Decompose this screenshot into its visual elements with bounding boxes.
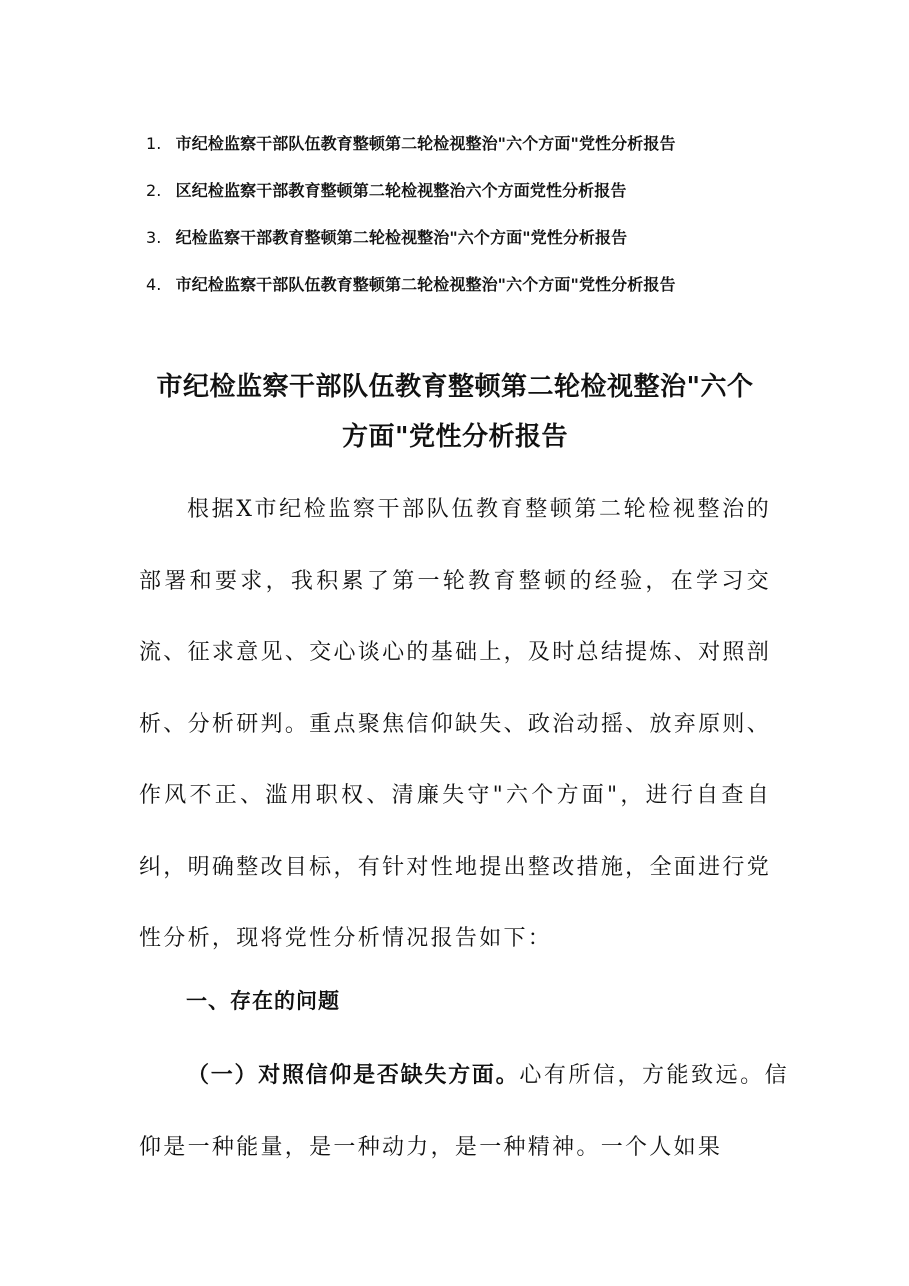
toc-item-2[interactable]	[146, 179, 866, 226]
toc-item-text: 市纪检监察干部队伍教育整顿第二轮检视整治"六个方面"党性分析报告	[175, 134, 676, 153]
subsection-paragraph	[139, 1040, 789, 1183]
table-of-contents	[146, 132, 866, 320]
toc-item-number: 1.	[146, 134, 162, 153]
subsection-heading: （一）对照信仰是否缺失方面。	[187, 1063, 520, 1088]
section-heading: 一、存在的问题	[186, 989, 340, 1013]
document-title-line-1: 市纪检监察干部队伍教育整顿第二轮检视整治"六个	[156, 372, 754, 402]
toc-item-number: 4.	[146, 275, 162, 294]
document-title-line-2: 方面"党性分析报告	[341, 422, 569, 452]
toc-item-text: 区纪检监察干部教育整顿第二轮检视整治六个方面党性分析报告	[175, 181, 627, 200]
toc-item-number: 2.	[146, 181, 162, 200]
intro-paragraph: 根据X市纪检监察干部队伍教育整顿第二轮检视整治的部署和要求，我积累了第一轮教育整顿的经验，在学习交流、征求意见、交心谈心的基础上，及时总结提炼、对照剖析、分析研判。重点聚焦信仰缺失、政治动摇、放弃原则、作风不正、滥用职权、清廉失守"六个方面"，进行自查自纠，明确整改目标，有针对性地提出整改措施，全面进行党性分析，现将党性分析情况报告如下：	[139, 497, 771, 951]
toc-item-1[interactable]	[146, 132, 866, 179]
document-title	[110, 362, 800, 462]
toc-item-number: 3.	[146, 228, 162, 247]
toc-item-3[interactable]	[146, 226, 866, 273]
toc-item-text: 市纪检监察干部队伍教育整顿第二轮检视整治"六个方面"党性分析报告	[175, 275, 676, 294]
toc-item-text: 纪检监察干部教育整顿第二轮检视整治"六个方面"党性分析报告	[175, 228, 628, 247]
subsection-body: 心有所信，方能致远。信仰是一种能量，是一种动力，是一种精神。一个人如果	[139, 1063, 789, 1160]
toc-item-4[interactable]	[146, 273, 866, 320]
